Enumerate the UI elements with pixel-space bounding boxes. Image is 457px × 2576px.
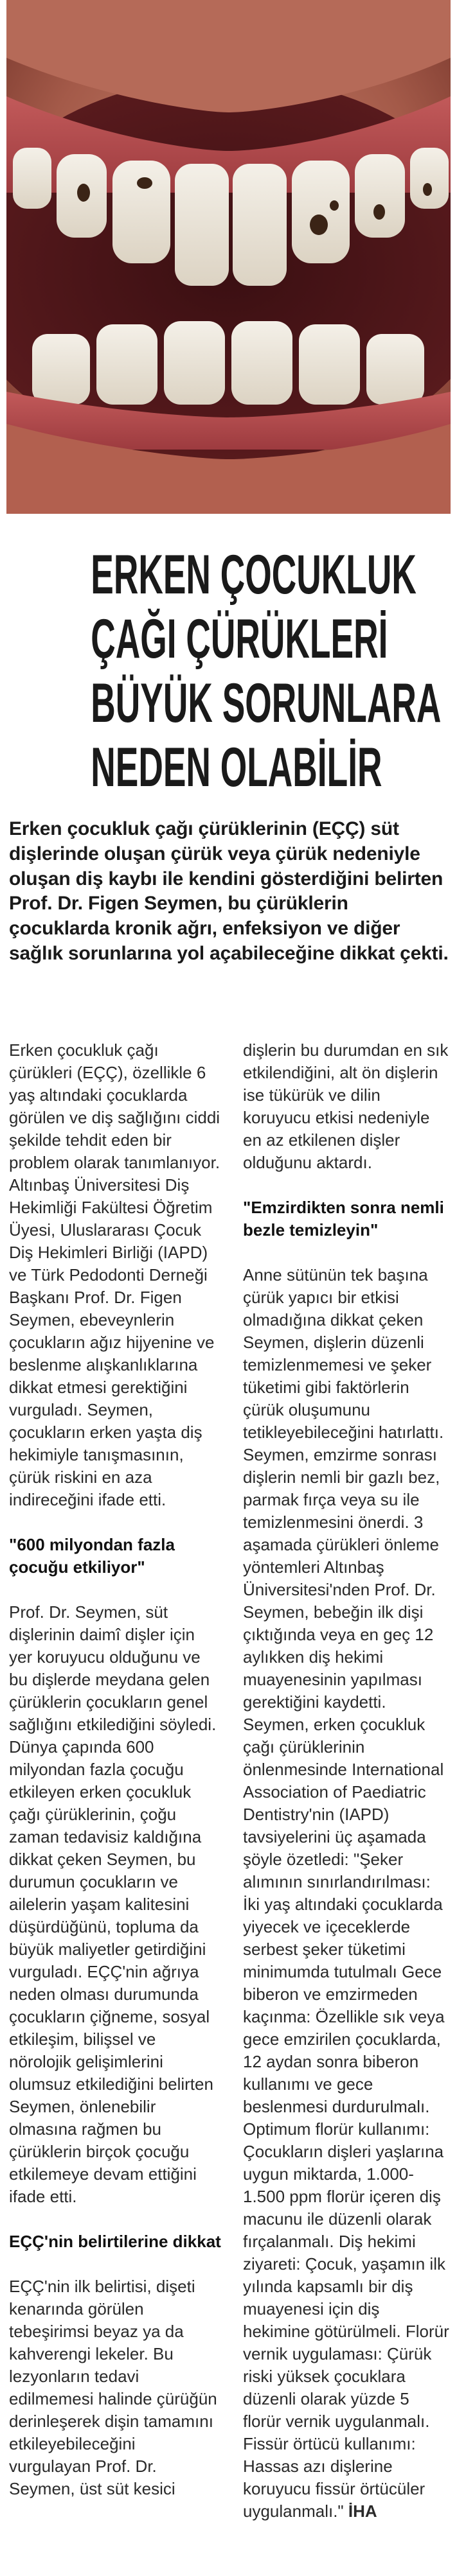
subheading: "600 milyondan fazla çocuğu etkiliyor" — [9, 1535, 175, 1577]
body-paragraph: Prof. Dr. Seymen, süt dişlerinin daimî dişler için yer koruyucu olduğunu ve bu dişlerde meydana gelen çürüklerin çocukların genel sağlığını etkilediğini söyledi. Dünya çapında 600 milyondan fazla çocuğu etkileyen erken çocukluk çağı çürüklerinin, çoğu zaman tedavisiz kaldığına dikkat çeken Seymen, bu durumun çocukların ve ailelerin yaşam kalitesini düşürdüğünü, topluma da büyük maliyetler getirdiğini vurguladı. EÇÇ'nin ağrıya neden olması durumunda çocukların çiğneme, sosyal etkileşim, bilişsel ve nörolojik gelişimlerini olumsuz etkilediğini belirten Seymen, önlenebilir olmasına rağmen bu çürüklerin birçok çocuğu etkilemeye devam ettiğini ifade etti. — [9, 1602, 217, 2206]
body-paragraph: EÇÇ'nin ilk belirtisi, dişeti kenarında görülen tebeşirimsi beyaz ya da kahverengi lekeler. Bu lezyonların tedavi edilmemesi halinde çürüğün derinleşerek dişin tamamını etkileyebileceğini vurgulayan Prof. Dr. Seymen, üst süt kesici — [9, 2277, 217, 2498]
subheading: EÇÇ'nin belirtilerine dikkat — [9, 2232, 221, 2251]
headline-line-2: ÇAĞI ÇÜRÜKLERİ — [91, 608, 388, 670]
headline-line-1: ERKEN ÇOCUKLUK — [91, 544, 417, 606]
headline-line-4: NEDEN OLABİLİR — [91, 737, 382, 798]
body-paragraph: Erken çocukluk çağı çürükleri (EÇÇ), özellikle 6 yaş altındaki çocuklarda görülen ve diş sağlığını ciddi şekilde tehdit eden bir problem olarak tanımlanıyor. Altınbaş Üniversitesi Diş Hekimliği Fakültesi Öğretim Üyesi, Uluslararası Çocuk Diş Hekimleri Birliği (IAPD) ve Türk Pedodonti Derneği Başkanı Prof. Dr. Figen Seymen, ebeveynlerin çocukların ağız hijyenine ve beslenme alışkanlıklarına dikkat etmesi gerektiğini vurguladı. Seymen, çocukların erken yaşta diş hekimiyle tanışmasının, çürük riskini en aza indireceğini ifade etti. — [9, 1040, 220, 1509]
body-paragraph — [243, 1264, 450, 2523]
lead-paragraph: Erken çocukluk çağı çürüklerinin (EÇÇ) süt dişlerinde oluşan çürük veya çürük nedeniyle oluşan diş kaybı ile kendini gösterdiğini belirten Prof. Dr. Figen Seymen, bu çürüklerin çocuklarda kronik ağrı, enfeksiyon ve diğer sağlık sorunlarına yol açabileceğine dikkat çekti. — [9, 818, 449, 964]
byline: İHA — [348, 2502, 377, 2521]
body-paragraph: dişlerin bu durumdan en sık etkilendiğini, alt ön dişlerin ise tükürük ve dilin koruyucu etkisi nedeniyle en az etkilenen dişler olduğunu aktardı. — [243, 1040, 449, 1172]
subheading: "Emzirdikten sonra nemli bezle temizleyin" — [243, 1198, 444, 1240]
body-text: Anne sütünün tek başına çürük yapıcı bir etkisi olmadığına dikkat çeken Seymen, dişlerin düzenli temizlenmemesi ve şeker tüketimi gibi faktörlerin çürük oluşumunu tetikleyebileceğini hatırlattı. Seymen, emzirme sonrası dişlerin nemli bir gazlı bez, parmak fırça veya su ile temizlenmesini önerdi. 3 aşamada çürükleri önleme yöntemleri Altınbaş Üniversitesi'nden Prof. Dr. Seymen, bebeğin ilk dişi çıktığında veya en geç 12 aylıkken diş hekimi muayenesinin yapılması gerektiğini kaydetti. Seymen, erken çocukluk çağı çürüklerinin önlenmesinde International Association of Paediatric Dentistry'nin (IAPD) tavsiyelerini üç aşamada şöyle özetledi: "Şeker alımının sınırlandırılması: İki yaş altındaki çocuklarda yiyecek ve içeceklerde serbest şeker tüketimi minimumda tutulmalı Gece biberon ve emzirmeden kaçınma: Özellikle sık veya gece emzirilen çocuklarda, 12 aydan sonra biberon kullanımı ve gece beslenmesi durdurulmalı. Optimum florür kullanımı: Çocukların dişleri yaşlarına uygun miktarda, 1.000-1.500 ppm florür içeren diş macunu ile düzenli olarak fırçalanmalı. Diş hekimi ziyareti: Çocuk, yaşamın ilk yılında kapsamlı bir diş muayenesi için diş hekimine götürülmeli. Florür vernik uygulaması: Çürük riski yüksek çocuklara düzenli olarak yüzde 5 florür vernik uygulanmalı. Fissür örtücü kullanımı: Hassas azı dişlerine koruyucu fissür örtücüler uygulanmalı." — [243, 1265, 449, 2521]
article-photo — [6, 0, 451, 514]
headline — [91, 543, 442, 800]
headline-line-3: BÜYÜK SORUNLARA — [91, 672, 442, 734]
article-column-right — [243, 1039, 450, 2523]
child-teeth-photo — [6, 0, 451, 514]
article-column-left — [9, 1039, 221, 2500]
